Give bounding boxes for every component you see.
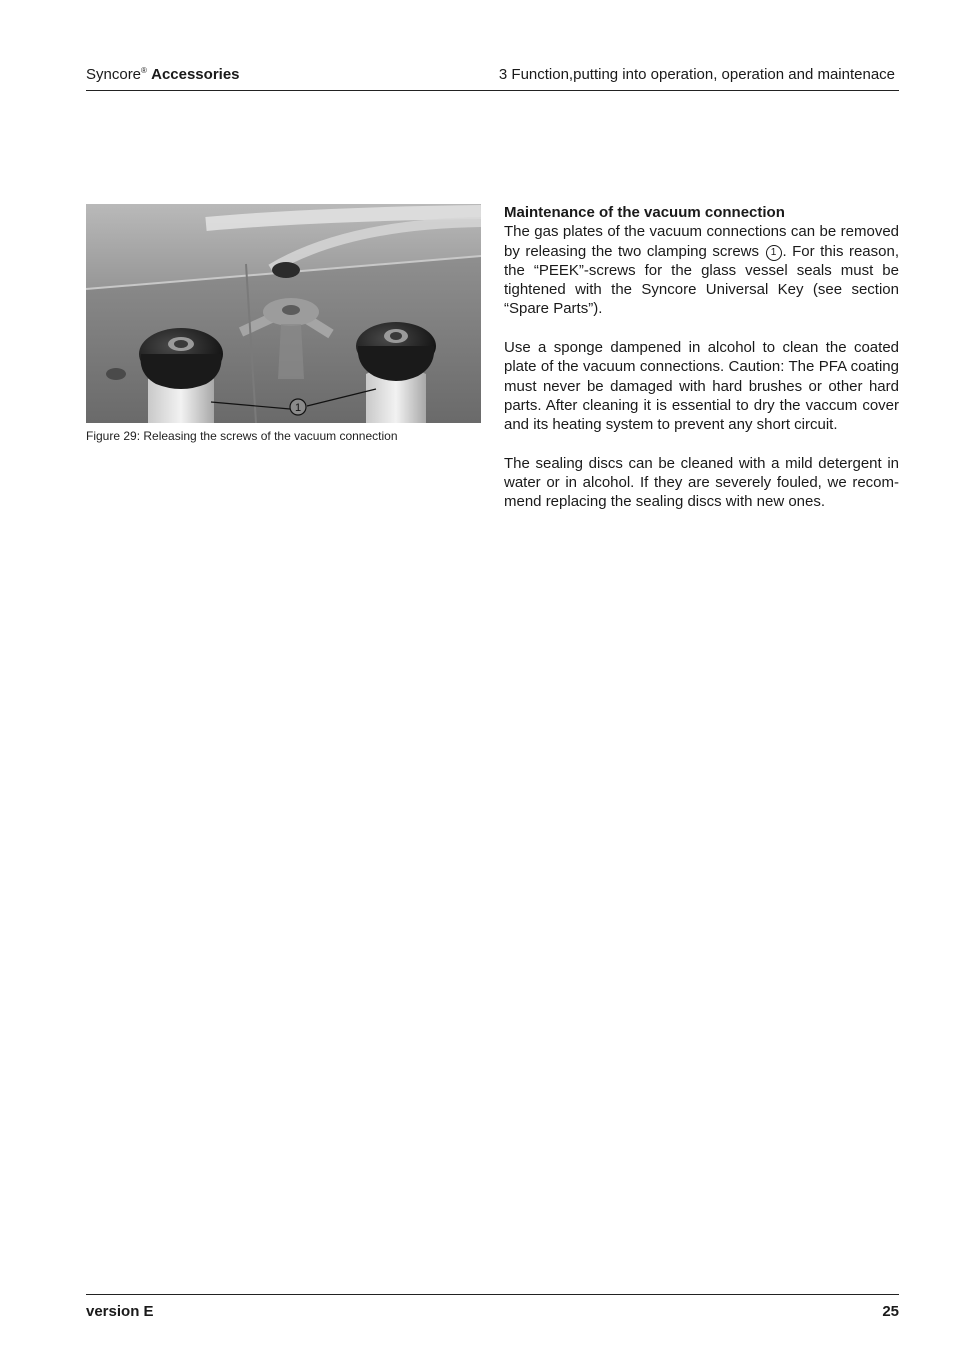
paragraph-1-text-b: . For this reason, the “PEEK”-screws for the glass vessel seals must be tightened with the Syncore Universal Key (see section “Spare Parts”). [504, 242, 899, 318]
brand-name: Syncore [86, 66, 142, 83]
paragraph-3: The sealing discs can be cleaned with a mild detergent in water or in alcohol. If they are severely fouled, we recom-mend replacing the sealing discs with new ones. [504, 454, 899, 511]
paragraph-1 [504, 222, 899, 318]
header-brand-area [86, 66, 240, 83]
section-heading: Maintenance of the vacuum connection [504, 204, 785, 221]
paragraph-1-text-a: The gas plates of the vacuum connections can be removed by releasing the two clamping screws [504, 223, 899, 260]
version-label: version E [86, 1303, 154, 1320]
figure-caption: Figure 29: Releasing the screws of the vacuum connection [86, 429, 398, 443]
chapter-title: 3 Function,putting into operation, operation and maintenace [498, 66, 895, 83]
callout-marker: 1 [294, 402, 302, 414]
vacuum-connection-photo [86, 204, 481, 423]
registered-mark: ® [141, 66, 147, 75]
page-number: 25 [882, 1303, 899, 1320]
page-footer [86, 1294, 899, 1321]
paragraph-2: Use a sponge dampened in alcohol to clean the coated plate of the vacuum connections. Caution: The PFA coating must never be damaged with hard brushes or other hard parts. After cleaning it is essential to dry the vaccum cover and its heating system to prevent any short circuit. [504, 339, 899, 434]
page-header [86, 64, 899, 91]
section-title: Accessories [151, 66, 240, 83]
content-column [504, 203, 899, 531]
callout-reference: 1 [766, 245, 782, 261]
photo-illustration [86, 204, 481, 423]
